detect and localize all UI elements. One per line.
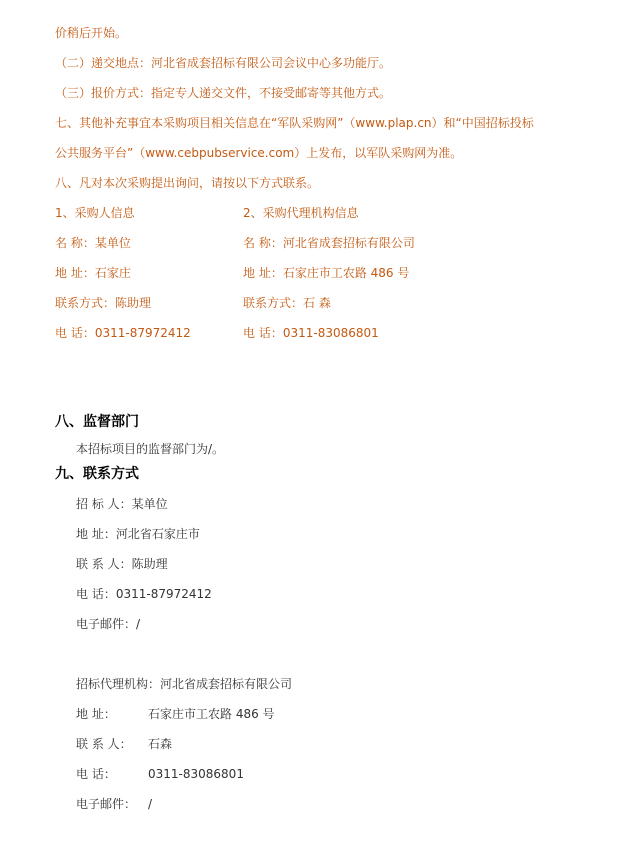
field-value: 石家庄 (94, 266, 131, 280)
agency-name-row (243, 235, 415, 251)
field-label: 地 址： (243, 266, 283, 280)
field-label: 地 址： (76, 707, 116, 721)
paragraph-line: 八、凡对本次采购提出询问，请按以下方式联系。 (55, 176, 320, 190)
field-value: 石 森 (303, 296, 331, 310)
field-label: 名 称： (243, 236, 283, 250)
agency-org-row (76, 676, 292, 692)
agency-email-row (76, 796, 152, 812)
field-label: 地 址： (55, 266, 95, 280)
tenderer-email-row (76, 616, 140, 632)
tenderer-person-row (76, 556, 168, 572)
field-label: 电 话： (55, 326, 95, 340)
field-value: 陈助理 (131, 557, 168, 571)
agency-phone-row-2 (76, 766, 244, 782)
purchaser-title: 1、采购人信息 (55, 206, 135, 220)
field-label: 地 址： (76, 527, 116, 541)
field-value: 河北省成套招标有限公司 (160, 677, 293, 691)
purchaser-phone-row (55, 325, 191, 341)
field-value: 某单位 (94, 236, 131, 250)
agency-title: 2、采购代理机构信息 (243, 206, 359, 220)
field-label: 联系方式： (55, 296, 116, 310)
field-label: 电子邮件： (76, 617, 137, 631)
field-label: 联 系 人： (76, 557, 132, 571)
field-label: 电子邮件： (76, 797, 137, 811)
field-label: 电 话： (76, 767, 116, 781)
paragraph-line: （三）报价方式：指定专人递交文件，不接受邮寄等其他方式。 (55, 86, 392, 100)
field-value: 0311-87972412 (94, 326, 191, 340)
tenderer-row (76, 496, 168, 512)
field-label: 电 话： (76, 587, 116, 601)
paragraph-line: （二）递交地点：河北省成套招标有限公司会议中心多功能厅。 (55, 56, 392, 70)
field-value: 石家庄市工农路 486 号 (282, 266, 410, 280)
field-value: / (148, 797, 153, 811)
agency-contact-row (243, 295, 331, 311)
agency-person-row (76, 736, 172, 752)
field-value: / (136, 617, 141, 631)
field-value: 河北省石家庄市 (115, 527, 200, 541)
field-label: 联 系 人： (76, 737, 132, 751)
contact-heading: 九、联系方式 (55, 466, 139, 482)
field-label: 招 标 人： (76, 497, 132, 511)
purchaser-name-row (55, 235, 131, 251)
supervision-text: 本招标项目的监督部门为/。 (76, 442, 225, 456)
agency-phone-row (243, 325, 379, 341)
supervision-heading: 八、监督部门 (55, 414, 139, 430)
paragraph-line: 价稍后开始。 (55, 26, 128, 40)
field-value: 0311-87972412 (115, 587, 212, 601)
tenderer-phone-row (76, 586, 212, 602)
paragraph-line: 公共服务平台”（www.cebpubservice.com）上发布，以军队采购网为准。 (55, 146, 463, 160)
paragraph-line: 七、其他补充事宜本采购项目相关信息在“军队采购网”（www.plap.cn）和“中国招标投标 (55, 116, 534, 130)
field-label: 电 话： (243, 326, 283, 340)
field-label: 联系方式： (243, 296, 304, 310)
agency-addr-row-2 (76, 706, 275, 722)
field-value: 陈助理 (115, 296, 152, 310)
purchaser-contact-row (55, 295, 151, 311)
field-value: 0311-83086801 (148, 767, 244, 781)
purchaser-addr-row (55, 265, 131, 281)
agency-addr-row (243, 265, 409, 281)
field-value: 石森 (148, 737, 173, 751)
field-label: 招标代理机构： (76, 677, 161, 691)
field-value: 河北省成套招标有限公司 (282, 236, 415, 250)
tenderer-addr-row (76, 526, 200, 542)
field-value: 0311-83086801 (282, 326, 379, 340)
field-value: 石家庄市工农路 486 号 (148, 707, 275, 721)
field-label: 名 称： (55, 236, 95, 250)
field-value: 某单位 (131, 497, 168, 511)
